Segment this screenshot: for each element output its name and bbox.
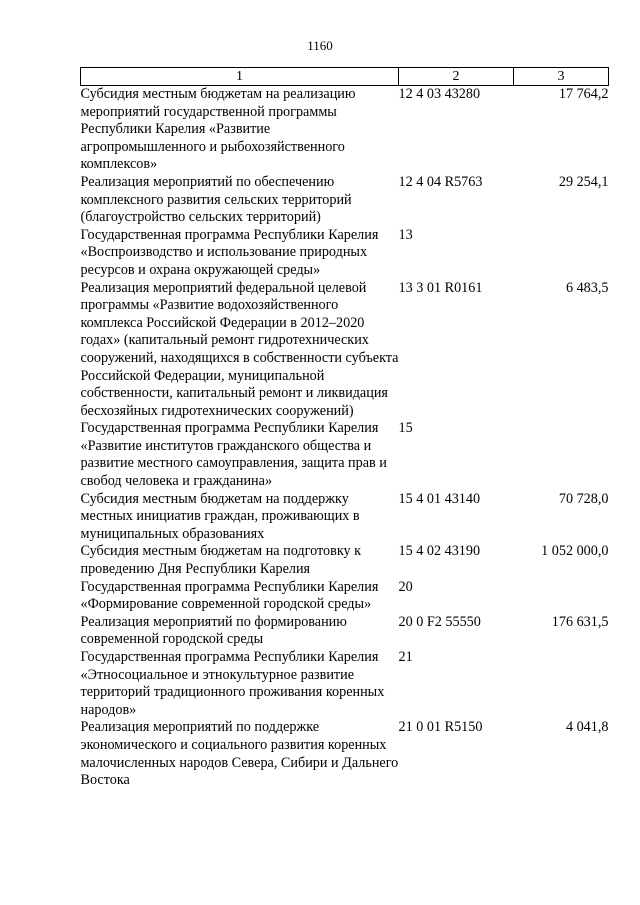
row-name-cell: Государственная программа Республики Карелия «Формирование современной городской среды» [80, 578, 379, 613]
table-row [81, 491, 609, 544]
row-amount-cell [514, 227, 609, 280]
row-amount-cell [514, 420, 609, 490]
row-amount-cell [514, 579, 609, 614]
header-row [81, 68, 609, 86]
table-body [81, 86, 609, 790]
row-code-cell: 15 4 01 43140 [398, 490, 481, 507]
table-row [81, 579, 609, 614]
row-code-cell: 20 [398, 578, 413, 595]
table-header [81, 68, 609, 86]
row-code-cell: 12 4 03 43280 [398, 86, 481, 102]
table-row [81, 649, 609, 719]
row-name-cell: Реализация мероприятий по формированию современной городской среды [80, 613, 347, 648]
row-amount-cell: 4 041,8 [565, 719, 609, 736]
table-row [81, 420, 609, 490]
row-amount-cell: 1 052 000,0 [541, 543, 609, 560]
row-name-cell: Государственная программа Республики Карелия «Воспроизводство и использование природных ресурсов и охрана окружающей среды» [80, 226, 379, 278]
column-header-3: 3 [514, 68, 609, 86]
row-amount-cell: 70 728,0 [558, 490, 609, 507]
page-number: 1160 [307, 38, 333, 53]
row-amount-cell: 29 254,1 [558, 173, 609, 190]
budget-table [80, 67, 609, 790]
row-amount-cell: 17 764,2 [558, 86, 609, 102]
table-row [81, 280, 609, 421]
row-code-cell: 21 0 01 R5150 [398, 719, 483, 736]
row-amount-cell: 6 483,5 [565, 279, 609, 296]
row-code-cell: 15 4 02 43190 [398, 543, 481, 560]
row-code-cell: 21 [398, 649, 413, 665]
row-name-cell: Субсидия местным бюджетам на поддержку местных инициатив граждан, проживающих в муниципальных образованиях [80, 490, 360, 542]
table-row [81, 86, 609, 174]
table-row [81, 174, 609, 227]
row-code-cell: 13 3 01 R0161 [398, 279, 483, 296]
table-row [81, 227, 609, 280]
table-row [81, 614, 609, 649]
row-name-cell: Реализация мероприятий федеральной целевой программы «Развитие водохозяйственного комплекса Российской Федерации в 2012–2020 годах» (капитальный ремонт гидротехнических сооружений, находящихся в собственности субъекта Российской Федерации, муниципальной собственности, капитальный ремонт и ликвидация бесхозяйных гидротехнических сооружений) [80, 279, 399, 419]
row-name-cell: Государственная программа Республики Карелия «Этносоциальное и этнокультурное развитие территорий традиционного проживания коренных народов» [80, 649, 385, 718]
row-amount-cell [514, 649, 609, 719]
row-code-cell: 13 [398, 226, 413, 243]
row-code-cell: 12 4 04 R5763 [398, 173, 483, 190]
row-code-cell: 15 [398, 420, 413, 437]
column-header-2: 2 [399, 68, 514, 86]
table-row [81, 719, 609, 789]
column-header-1: 1 [81, 68, 399, 86]
row-amount-cell: 176 631,5 [551, 613, 609, 630]
row-code-cell: 20 0 F2 55550 [398, 613, 481, 630]
row-name-cell: Субсидия местным бюджетам на подготовку к проведению Дня Республики Карелия [80, 543, 362, 578]
row-name-cell: Реализация мероприятий по обеспечению комплексного развития сельских территорий (благоустройство сельских территорий) [80, 173, 352, 226]
row-name-cell: Государственная программа Республики Карелия «Развитие институтов гражданского общества и развитие местного самоуправления, защита прав и свобод человека и гражданина» [80, 420, 387, 490]
row-name-cell: Реализация мероприятий по поддержке экономического и социального развития коренных малочисленных народов Севера, Сибири и Дальнего Востока [80, 719, 399, 789]
row-name-cell: Субсидия местным бюджетам на реализацию мероприятий государственной программы Республики Карелия «Развитие агропромышленного и рыбохозяйственного комплексов» [80, 86, 356, 173]
table-row [81, 543, 609, 578]
